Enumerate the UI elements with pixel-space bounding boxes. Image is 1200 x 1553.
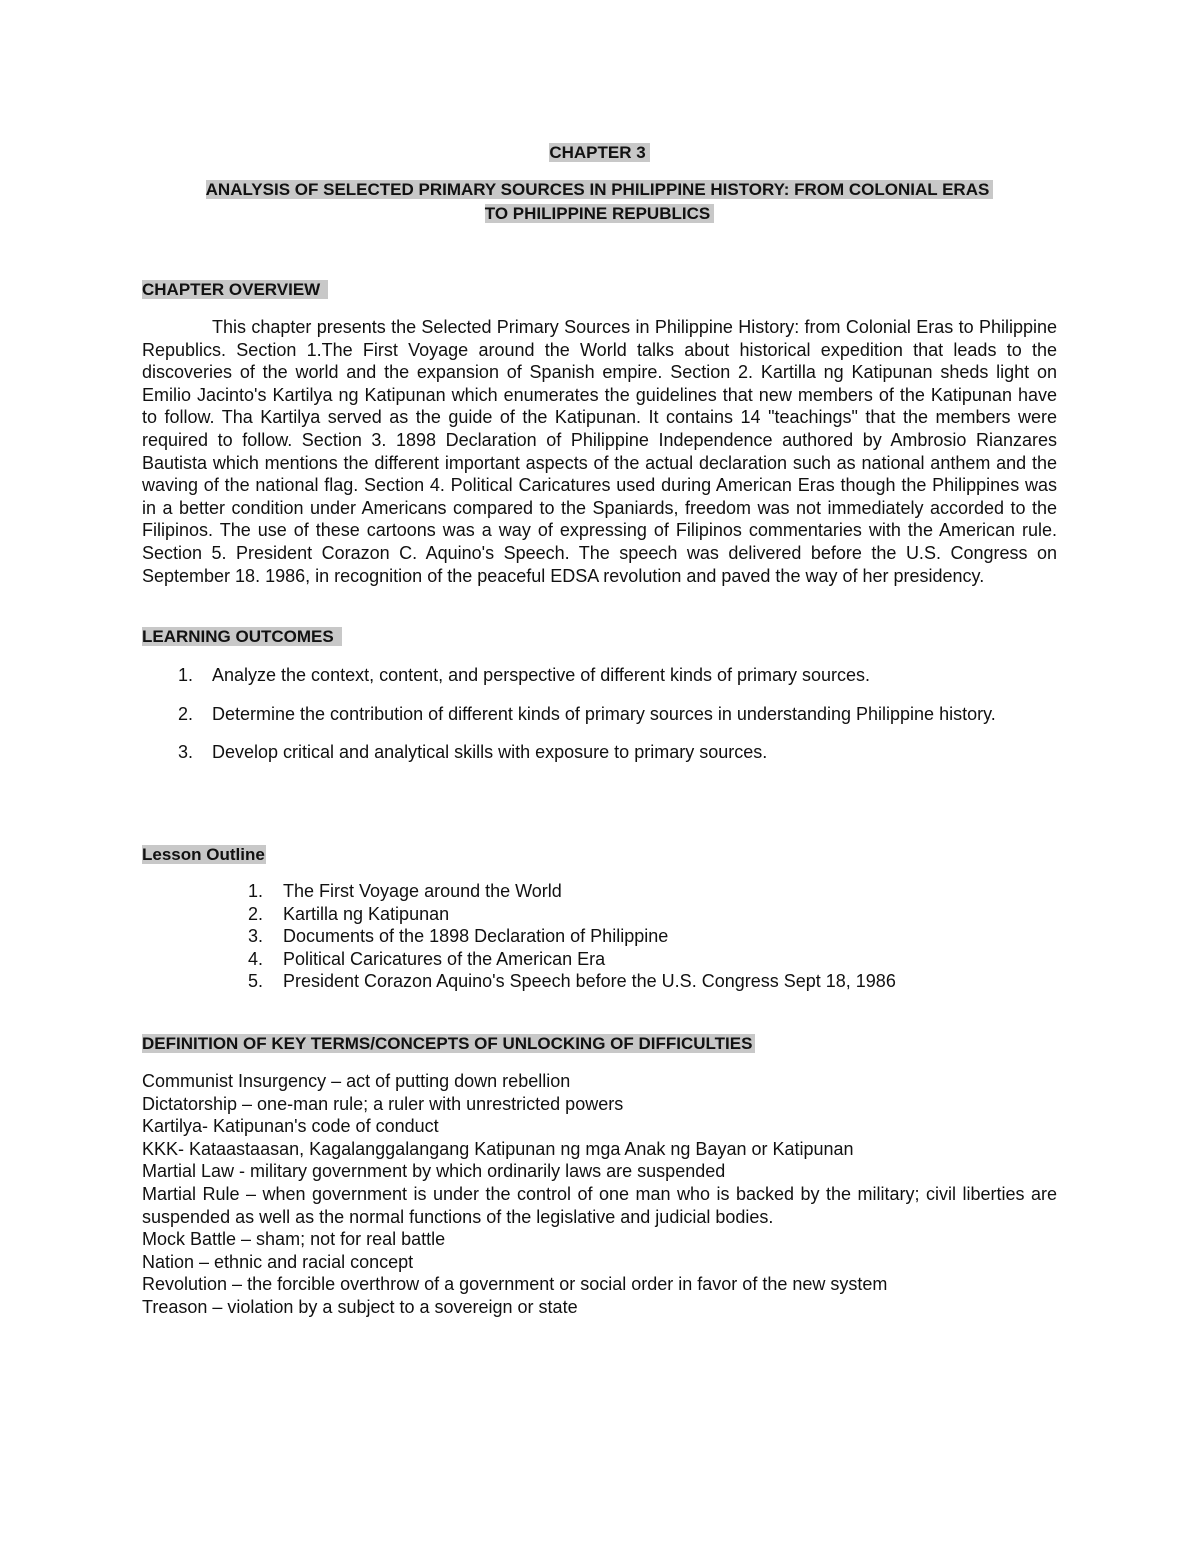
- term-item: Martial Rule – when government is under the control of one man who is backed by the military; civil liberties are suspended as well as the normal functions of the legislative and judicial bodies.: [142, 1183, 1057, 1227]
- document-title: [142, 178, 1057, 226]
- title-line-1: ANALYSIS OF SELECTED PRIMARY SOURCES IN PHILIPPINE HISTORY: FROM COLONIAL ERAS: [206, 180, 994, 199]
- outcomes-list: [142, 664, 1057, 780]
- title-line-2: TO PHILIPPINE REPUBLICS: [485, 204, 714, 223]
- term-item: Martial Law - military government by which ordinarily laws are suspended: [142, 1161, 726, 1182]
- list-item: 2. Kartilla ng Katipunan: [248, 903, 450, 924]
- term-item: Communist Insurgency – act of putting down rebellion: [142, 1071, 571, 1091]
- outcomes-heading: LEARNING OUTCOMES: [142, 626, 342, 648]
- list-item: 4. Political Caricatures of the American Era: [248, 948, 606, 969]
- term-item: Dictatorship – one-man rule; a ruler with unrestricted powers: [142, 1093, 624, 1114]
- list-item: 3. Documents of the 1898 Declaration of Philippine: [248, 926, 669, 947]
- outline-list: [142, 880, 1057, 993]
- overview-paragraph: This chapter presents the Selected Primary Sources in Philippine History: from Colonial Eras to Philippine Republics. Section 1.The First Voyage around the World talks about historical expedition that leads to the discoveries of the world and the expansion of Spanish empire. Section 2. Kartilla ng Katipunan sheds light on Emilio Jacinto's Kartilya ng Katipunan which enumerates the guidelines that new members of the Katipunan have to follow. Tha Kartilya served as the guide of the Katipunan. It contains 14 "teachings" that the members were required to follow. Section 3. 1898 Declaration of Philippine Independence authored by Ambrosio Rianzares Bautista which mentions the different important aspects of the actual declaration such as national anthem and the waving of the national flag. Section 4. Political Caricatures used during American Eras though the Philippines was in a better condition under Americans compared to the Spaniards, freedom was not immediately accorded to the Filipinos. The use of these cartoons was a way of expressing of Filipinos commentaries with the American rule. Section 5. President Corazon C. Aquino's Speech. The speech was delivered before the U.S. Congress on September 18. 1986, in recognition of the peaceful EDSA revolution and paved the way of her presidency.: [142, 317, 1057, 586]
- list-item: 3. Develop critical and analytical skills with exposure to primary sources.: [178, 742, 768, 763]
- term-item: Nation – ethnic and racial concept: [142, 1251, 414, 1272]
- list-item: 1. Analyze the context, content, and perspective of different kinds of primary sources.: [178, 665, 871, 685]
- chapter-heading: [142, 142, 1057, 164]
- terms-list: [142, 1070, 1057, 1319]
- term-item: Revolution – the forcible overthrow of a government or social order in favor of the new system: [142, 1274, 888, 1295]
- list-item: 1. The First Voyage around the World: [248, 881, 562, 901]
- terms-heading: DEFINITION OF KEY TERMS/CONCEPTS OF UNLOCKING OF DIFFICULTIES: [142, 1033, 755, 1055]
- overview-heading: CHAPTER OVERVIEW: [142, 279, 328, 301]
- chapter-label: CHAPTER 3: [549, 143, 649, 162]
- term-item: KKK- Kataastaasan, Kagalanggalangang Katipunan ng mga Anak ng Bayan or Katipunan: [142, 1138, 854, 1159]
- list-item: 5. President Corazon Aquino's Speech before the U.S. Congress Sept 18, 1986: [248, 971, 896, 992]
- list-item: 2. Determine the contribution of different kinds of primary sources in understanding Philippine history.: [178, 703, 996, 724]
- term-item: Treason – violation by a subject to a sovereign or state: [142, 1296, 578, 1317]
- term-item: Mock Battle – sham; not for real battle: [142, 1229, 446, 1250]
- term-item: Kartilya- Katipunan's code of conduct: [142, 1116, 439, 1137]
- outline-heading: Lesson Outline: [142, 845, 265, 864]
